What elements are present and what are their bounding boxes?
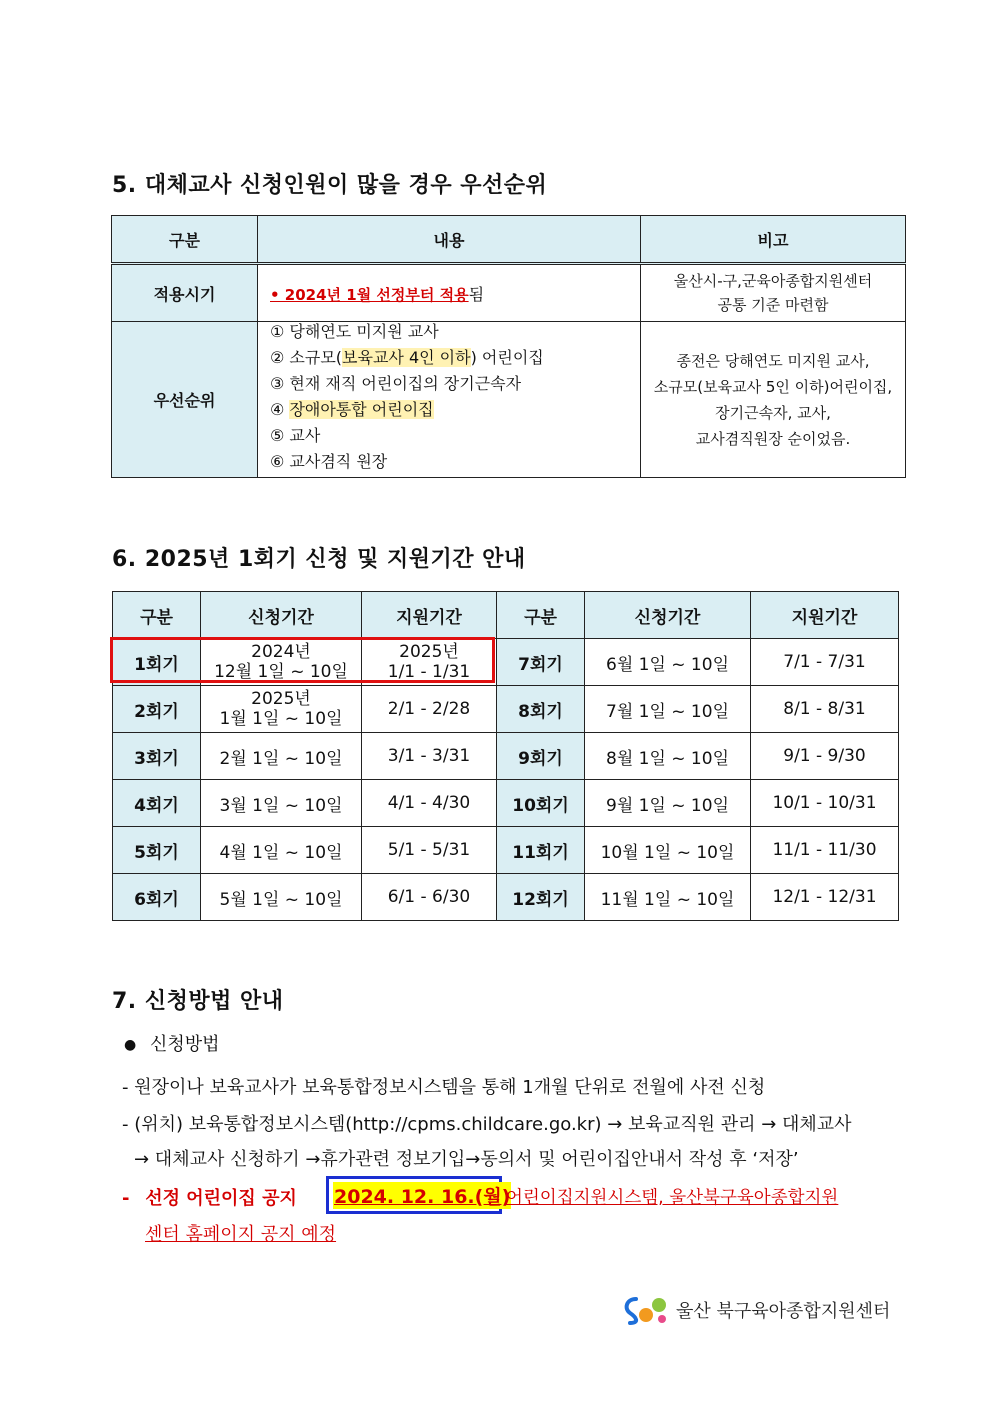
footer-logo bbox=[622, 1292, 890, 1328]
priority-item: ① 당해연도 미지원 교사 bbox=[270, 322, 439, 341]
round-label: 3회기 bbox=[113, 733, 201, 780]
section6-title: 6. 2025년 1회기 신청 및 지원기간 안내 bbox=[112, 547, 526, 572]
apply-year: 2025년 bbox=[251, 689, 311, 709]
header-round: 구분 bbox=[113, 592, 201, 639]
method-line-2: - (위치) 보육통합정보시스템(http://cpms.childcare.go.kr) → 보육교직원 관리 → 대체교사 bbox=[122, 1114, 852, 1135]
header-content: 내용 bbox=[258, 216, 641, 264]
org-name: 울산 북구육아종합지원센터 bbox=[676, 1301, 891, 1322]
notice-line-2: 센터 홈페이지 공지 예정 bbox=[145, 1224, 337, 1245]
org-logo-icon bbox=[622, 1293, 670, 1327]
round1-highlight-box bbox=[110, 637, 495, 683]
apply-period: 3월 1일 ~ 10일 bbox=[201, 780, 362, 827]
apply-period-text: • 2024년 1월 선정부터 적용 bbox=[270, 285, 469, 304]
priority-item-highlight: 보육교사 4인 이하 bbox=[342, 348, 471, 367]
support-period: 2/1 - 2/28 bbox=[362, 686, 497, 733]
notice-dash: - bbox=[122, 1188, 130, 1209]
apply-year: 2024년 bbox=[251, 642, 311, 662]
priority-item bbox=[270, 345, 640, 371]
round-label: 10회기 bbox=[497, 780, 585, 827]
apply-period-note bbox=[641, 264, 906, 322]
priority-table bbox=[111, 215, 906, 478]
table-row bbox=[113, 874, 899, 921]
round-label: 9회기 bbox=[497, 733, 585, 780]
support-period: 8/1 - 8/31 bbox=[751, 686, 899, 733]
notice-date: 2024. 12. 16.(월) bbox=[333, 1182, 511, 1209]
apply-period: 2월 1일 ~ 10일 bbox=[201, 733, 362, 780]
section5-title: 5. 대체교사 신청인원이 많을 경우 우선순위 bbox=[112, 173, 548, 198]
apply-period: 4월 1일 ~ 10일 bbox=[201, 827, 362, 874]
apply-dates: 1월 1일 ~ 10일 bbox=[219, 709, 343, 729]
round-label: 8회기 bbox=[497, 686, 585, 733]
priority-note bbox=[641, 322, 906, 478]
apply-period-suffix: 됨 bbox=[468, 284, 485, 304]
priority-item: ⑤ 교사 bbox=[270, 426, 321, 445]
method-bullet bbox=[124, 1030, 220, 1056]
support-dates: 1/1 - 1/31 bbox=[387, 662, 471, 682]
priority-item-suffix: ) 어린이집 bbox=[470, 348, 544, 367]
note-line: 교사겸직원장 순이었음. bbox=[695, 429, 851, 448]
round-label: 4회기 bbox=[113, 780, 201, 827]
round-label: 1회기 bbox=[113, 639, 201, 686]
header-support-period: 지원기간 bbox=[751, 592, 899, 639]
row-label-apply-period: 적용시기 bbox=[112, 264, 258, 322]
method-line-3: → 대체교사 신청하기 →휴가관련 정보기입→동의서 및 어린이집안내서 작성 후 ‘저장’ bbox=[134, 1149, 799, 1170]
bullet-text: 신청방법 bbox=[149, 1034, 220, 1055]
notice-line bbox=[122, 1184, 297, 1210]
table-row bbox=[113, 780, 899, 827]
apply-period: 9월 1일 ~ 10일 bbox=[585, 780, 751, 827]
support-period: 5/1 - 5/31 bbox=[362, 827, 497, 874]
support-year: 2025년 bbox=[399, 642, 459, 662]
priority-item-highlight: 장애아통합 어린이집 bbox=[289, 400, 434, 419]
header-note: 비고 bbox=[641, 216, 906, 264]
apply-period: 8월 1일 ~ 10일 bbox=[585, 733, 751, 780]
apply-period: 6월 1일 ~ 10일 bbox=[585, 639, 751, 686]
support-period: 10/1 - 10/31 bbox=[751, 780, 899, 827]
notice-date-box bbox=[326, 1176, 511, 1214]
header-support-period: 지원기간 bbox=[362, 592, 497, 639]
method-line-1: - 원장이나 보육교사가 보육통합정보시스템을 통해 1개월 단위로 전월에 사전 신청 bbox=[122, 1077, 766, 1098]
support-period: 3/1 - 3/31 bbox=[362, 733, 497, 780]
apply-period: 10월 1일 ~ 10일 bbox=[585, 827, 751, 874]
support-period: 12/1 - 12/31 bbox=[751, 874, 899, 921]
support-period: 7/1 - 7/31 bbox=[751, 639, 899, 686]
note-line: 소규모(보육교사 5인 이하)어린이집, bbox=[653, 377, 893, 396]
support-period: 11/1 - 11/30 bbox=[751, 827, 899, 874]
note-line: 종전은 당해연도 미지원 교사, bbox=[676, 351, 870, 370]
apply-period bbox=[201, 686, 362, 733]
apply-period-content bbox=[258, 264, 641, 322]
priority-list bbox=[258, 322, 641, 478]
round-label: 2회기 bbox=[113, 686, 201, 733]
note-line: 장기근속자, 교사, bbox=[715, 403, 831, 422]
notice-rest: 어린이집지원시스템, 울산북구육아종합지원 bbox=[506, 1188, 839, 1208]
header-category: 구분 bbox=[112, 216, 258, 264]
priority-item bbox=[270, 397, 640, 423]
apply-period: 7월 1일 ~ 10일 bbox=[585, 686, 751, 733]
table-row bbox=[113, 733, 899, 780]
header-apply-period: 신청기간 bbox=[585, 592, 751, 639]
notice-label: 선정 어린이집 공지 bbox=[145, 1188, 297, 1209]
round-label: 6회기 bbox=[113, 874, 201, 921]
table-row bbox=[113, 686, 899, 733]
round-label: 7회기 bbox=[497, 639, 585, 686]
table-row bbox=[113, 827, 899, 874]
priority-item-prefix: ④ bbox=[270, 400, 290, 419]
note-line: 공통 기준 마련함 bbox=[717, 296, 829, 314]
apply-period: 11월 1일 ~ 10일 bbox=[585, 874, 751, 921]
round-label: 5회기 bbox=[113, 827, 201, 874]
support-period: 6/1 - 6/30 bbox=[362, 874, 497, 921]
support-period: 4/1 - 4/30 bbox=[362, 780, 497, 827]
support-period: 9/1 - 9/30 bbox=[751, 733, 899, 780]
priority-item: ③ 현재 재직 어린이집의 장기근속자 bbox=[270, 374, 522, 393]
row-label-priority: 우선순위 bbox=[112, 322, 258, 478]
apply-dates: 12월 1일 ~ 10일 bbox=[214, 662, 348, 682]
bullet-dot-icon: ● bbox=[124, 1037, 137, 1053]
section7-title: 7. 신청방법 안내 bbox=[112, 989, 284, 1014]
priority-item: ⑥ 교사겸직 원장 bbox=[270, 452, 388, 471]
priority-item-prefix: ② 소규모( bbox=[270, 348, 343, 367]
round-label: 12회기 bbox=[497, 874, 585, 921]
header-round: 구분 bbox=[497, 592, 585, 639]
round-label: 11회기 bbox=[497, 827, 585, 874]
apply-period: 5월 1일 ~ 10일 bbox=[201, 874, 362, 921]
note-line: 울산시-구,군육아종합지원센터 bbox=[673, 272, 873, 290]
header-apply-period: 신청기간 bbox=[201, 592, 362, 639]
